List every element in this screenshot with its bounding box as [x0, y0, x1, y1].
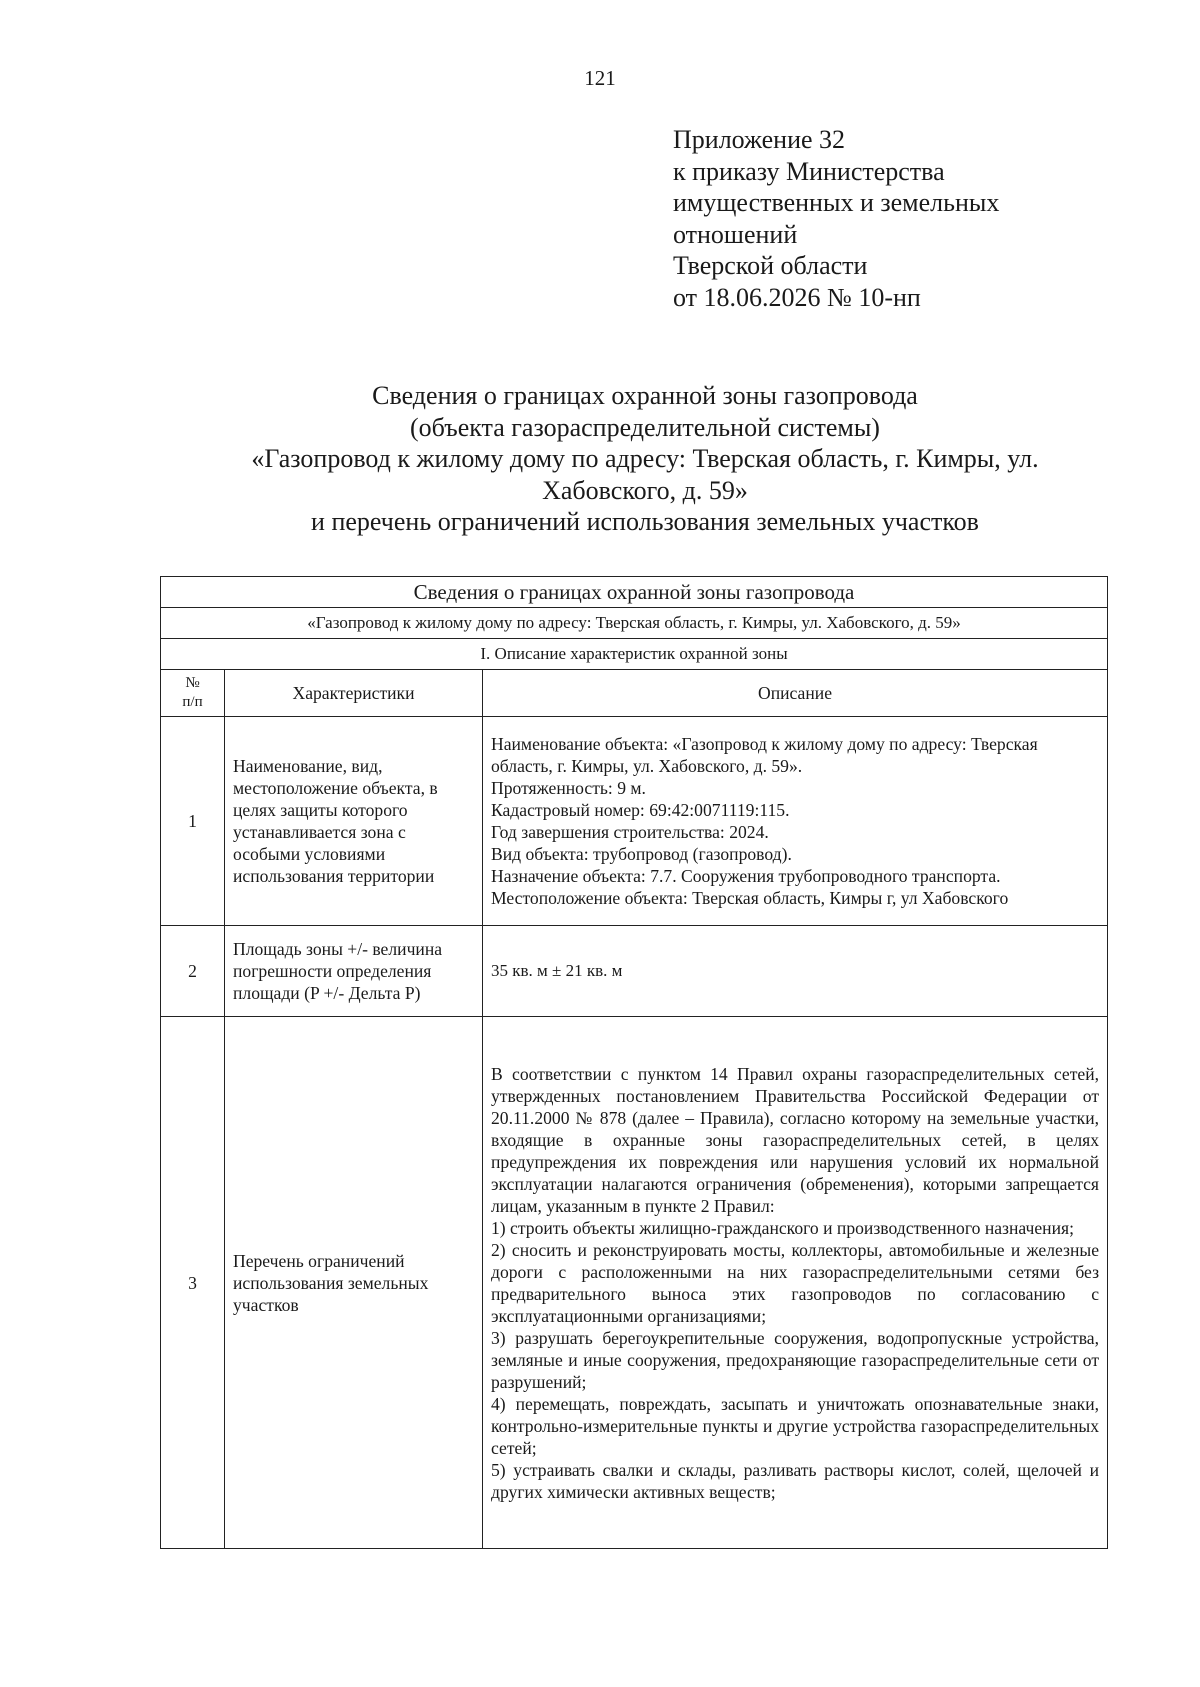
- appendix-line: Приложение 32: [673, 125, 846, 154]
- restriction-paragraph: 2) сносить и реконструировать мосты, коллекторы, автомобильные и железные дороги с расположенными на них газораспределительными сетями без предварительного выноса этих газопроводов по согласованию с эксплуатационными организациями;: [491, 1239, 1100, 1326]
- description-line: Вид объекта: трубопровод (газопровод).: [491, 844, 792, 864]
- row-number: 3: [161, 1017, 225, 1549]
- row-characteristic: Перечень ограничений использования земельных участков: [225, 1017, 483, 1549]
- description-line: Кадастровый номер: 69:42:0071119:115.: [491, 800, 790, 820]
- title-line: Сведения о границах охранной зоны газопровода: [372, 381, 918, 410]
- appendix-line: от 18.06.2026 № 10-нп: [673, 282, 921, 312]
- row-description: [483, 1017, 1108, 1549]
- column-header-number-line1: №: [185, 675, 200, 691]
- protection-zone-table: [160, 576, 1108, 1549]
- column-header-number: [161, 670, 225, 717]
- row-description: [483, 717, 1108, 926]
- appendix-line: Тверской области: [673, 251, 868, 280]
- description-line: Год завершения строительства: 2024.: [491, 822, 769, 842]
- table-row: [161, 1017, 1108, 1549]
- column-header-characteristics: Характеристики: [225, 670, 483, 717]
- description-line: Назначение объекта: 7.7. Сооружения трубопроводного транспорта.: [491, 866, 1001, 886]
- appendix-line: отношений: [673, 219, 798, 249]
- title-line: Хабовского, д. 59»: [542, 475, 748, 505]
- table-row: [161, 926, 1108, 1017]
- title-line: и перечень ограничений использования земельных участков: [311, 507, 979, 536]
- table-header-object: «Газопровод к жилому дому по адресу: Тверская область, г. Кимры, ул. Хабовского, д. 59»: [161, 608, 1108, 639]
- description-line: Местоположение объекта: Тверская область, Кимры г, ул Хабовского: [491, 888, 1009, 908]
- document-title: [160, 380, 1130, 538]
- row-description: [483, 926, 1108, 1017]
- column-header-number-line2: п/п: [182, 694, 203, 710]
- title-line: «Газопровод к жилому дому по адресу: Тверская область, г. Кимры, ул.: [251, 444, 1039, 473]
- title-line: (объекта газораспределительной системы): [410, 412, 880, 442]
- table-row: [161, 717, 1108, 926]
- restriction-paragraph: 3) разрушать берегоукрепительные сооружения, водопропускные устройства, земляные и иные сооружения, предохраняющие газораспределительные сети от разрушений;: [491, 1327, 1100, 1392]
- column-header-description: Описание: [483, 670, 1108, 717]
- appendix-line: имущественных и земельных: [673, 188, 1000, 217]
- restriction-paragraph: 5) устраивать свалки и склады, разливать растворы кислот, солей, щелочей и других химически активных веществ;: [491, 1459, 1100, 1502]
- row-characteristic: Наименование, вид, местоположение объекта, в целях защиты которого устанавливается зона с особыми условиями использования территории: [225, 717, 483, 926]
- zone-area-value: 35 кв. м ± 21 кв. м: [491, 961, 623, 980]
- restriction-paragraph: В соответствии с пунктом 14 Правил охраны газораспределительных сетей, утвержденных постановлением Правительства Российской Федерации от 20.11.2000 № 878 (далее – Правила), согласно которому на земельные участки, входящие в охранные зоны газораспределительных сетей, в целях предупреждения их повреждения или нарушения условий их нормальной эксплуатации налагаются ограничения (обременения), которыми запрещается лицам, указанным в пункте 2 Правил:: [491, 1063, 1100, 1216]
- row-number: 2: [161, 926, 225, 1017]
- row-characteristic: Площадь зоны +/- величина погрешности определения площади (P +/- Дельта P): [225, 926, 483, 1017]
- description-line: Протяженность: 9 м.: [491, 778, 646, 798]
- appendix-line: к приказу Министерства: [673, 156, 945, 186]
- table-section-heading: I. Описание характеристик охранной зоны: [161, 639, 1108, 670]
- description-line: Наименование объекта: «Газопровод к жилому дому по адресу: Тверская область, г. Кимры, ул. Хабовского, д. 59».: [491, 734, 1038, 776]
- page-number: 121: [584, 66, 616, 90]
- restriction-paragraph: 1) строить объекты жилищно-гражданского и производственного назначения;: [491, 1217, 1074, 1238]
- restriction-paragraph: 4) перемещать, повреждать, засыпать и уничтожать опознавательные знаки, контрольно-измерительные пункты и другие устройства газораспределительных сетей;: [491, 1393, 1100, 1458]
- row-number: 1: [161, 717, 225, 926]
- appendix-block: [673, 124, 999, 313]
- table-header-title: Сведения о границах охранной зоны газопровода: [161, 577, 1108, 608]
- table-column-headers: [161, 670, 1108, 717]
